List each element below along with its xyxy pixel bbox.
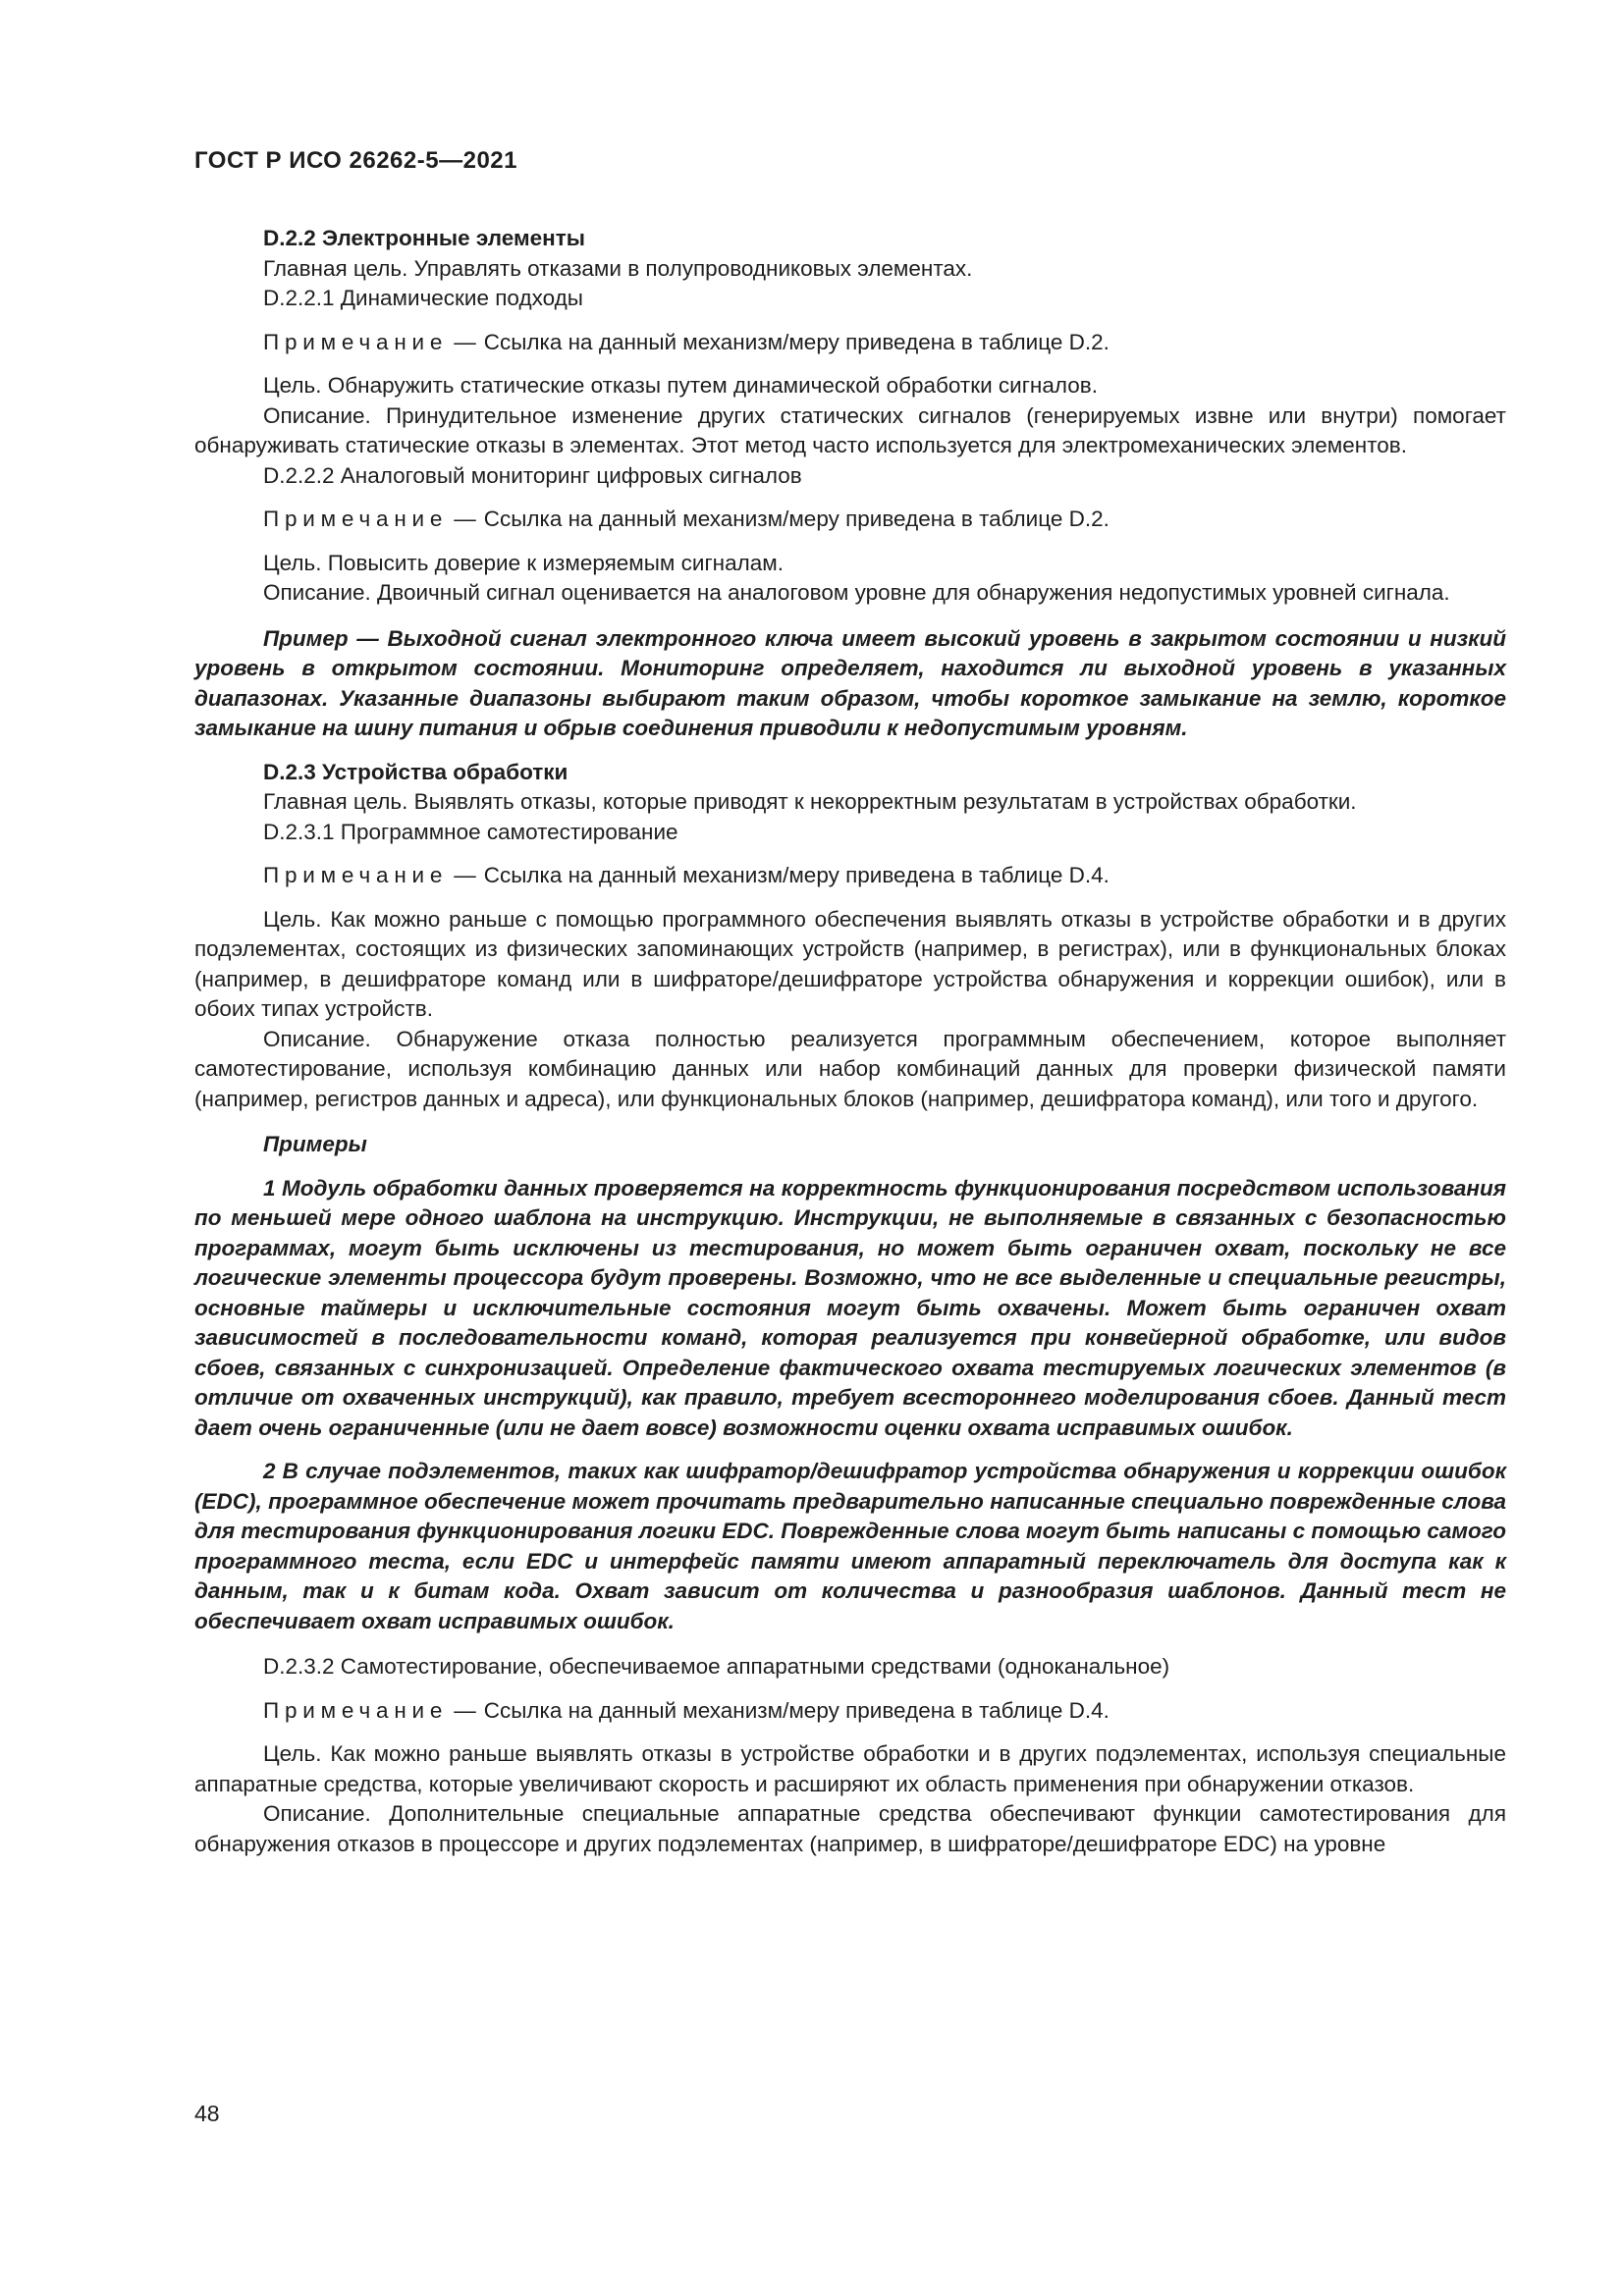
subsection-title-d2232: D.2.3.2 Самотестирование, обеспечиваемое аппаратными средствами (одноканальное) <box>263 1654 1170 1679</box>
note-d2232 <box>194 1696 1506 1727</box>
note-text: Ссылка на данный механизм/меру приведена в таблице D.2. <box>483 329 1110 354</box>
example-2-d2231: 2 В случае подэлементов, таких как шифратор/дешифратор устройства обнаружения и коррекции ошибок (EDC), программное обеспечение может прочитать предварительно написанные специально поврежденные слова для тестирования функционирования логики EDC. Поврежденные слова могут быть написаны с помощью самого программного теста, если EDC и интерфейс памяти имеют аппаратный переключатель для доступа как к данным, так и к битам кода. Охват зависит от количества и разнообразия шаблонов. Данный тест не обеспечивает охват исправимых ошибок. <box>194 1459 1506 1633</box>
section-heading-d23: D.2.3 Устройства обработки <box>263 759 568 784</box>
examples-title-d2231: Примеры <box>263 1132 367 1156</box>
example-1-d2231: 1 Модуль обработки данных проверяется на корректность функционирования посредством использования по меньшей мере одного шаблона на инструкцию. Инструкции, не выполняемые в связанных с безопасностью программах, могут быть исключены из тестирования, но может быть ограничен охват, поскольку не все логические элементы процессора будут проверены. Возможно, что не все выделенные и специальные регистры, основные таймеры и исключительные состояния могут быть охвачены. Может быть ограничен охват зависимостей в последовательности команд, которая реализуется при конвейерной обработке, или видов сбоев, связанных с синхронизацией. Определение фактического охвата тестируемых логических элементов (в отличие от охваченных инструкций), как правило, требует всестороннего моделирования сбоев. Данный тест дает очень ограниченные (или не дает вовсе) возможности оценки охвата исправимых ошибок. <box>194 1175 1506 1440</box>
note-d2222 <box>194 505 1506 535</box>
description-d2222: Описание. Двоичный сигнал оценивается на аналоговом уровне для обнаружения недопустимых уровней сигнала. <box>263 580 1450 605</box>
note-text: Ссылка на данный механизм/меру приведена в таблице D.2. <box>483 507 1110 531</box>
note-d2221 <box>194 328 1506 358</box>
note-text: Ссылка на данный механизм/меру приведена в таблице D.4. <box>483 1697 1110 1723</box>
subsection-title-d2221: D.2.2.1 Динамические подходы <box>263 286 583 310</box>
subsection-title-d2222: D.2.2.2 Аналоговый мониторинг цифровых сигналов <box>263 462 802 488</box>
example-d2222: Пример — Выходной сигнал электронного ключа имеет высокий уровень в закрытом состоянии и низкий уровень в открытом состоянии. Мониторинг определяет, находится ли выходной уровень в указанных диапазонах. Указанные диапазоны выбирают таким образом, чтобы короткое замыкание на землю, короткое замыкание на шину питания и обрыв соединения приводили к недопустимым уровням. <box>194 625 1506 740</box>
note-text: Ссылка на данный механизм/меру приведена в таблице D.4. <box>483 863 1110 887</box>
description-d2221: Описание. Принудительное изменение других статических сигналов (генерируемых извне или внутри) помогает обнаруживать статические отказы в элементах. Этот метод часто используется для электромеханических элементов. <box>194 402 1506 457</box>
section-goal-d22: Главная цель. Управлять отказами в полупроводниковых элементах. <box>263 255 973 281</box>
note-dash: — <box>454 1697 476 1723</box>
description-d2232: Описание. Дополнительные специальные аппаратные средства обеспечивают функции самотестирования для обнаружения отказов в процессоре и других подэлементах (например, в шифраторе/дешифраторе EDC) на уровне <box>194 1801 1506 1856</box>
note-dash: — <box>454 863 476 887</box>
subsection-title-d2231: D.2.3.1 Программное самотестирование <box>263 819 678 844</box>
aim-d2222: Цель. Повысить доверие к измеряемым сигналам. <box>263 550 784 575</box>
page-number: 48 <box>194 2101 220 2126</box>
aim-d2231: Цель. Как можно раньше с помощью программного обеспечения выявлять отказы в устройстве обработки и в других подэлементах, состоящих из физических запоминающих устройств (например, в регистрах), или в функциональных блоках (например, в дешифраторе команд или в шифраторе/дешифраторе устройства обнаружения и коррекции ошибок), или в обоих типах устройств. <box>194 906 1506 1021</box>
note-label: Примечание <box>263 863 449 887</box>
note-label: Примечание <box>263 507 449 531</box>
note-d2231 <box>194 861 1506 891</box>
section-heading-d22: D.2.2 Электронные элементы <box>263 226 585 250</box>
note-dash: — <box>454 507 476 531</box>
note-label: Примечание <box>263 329 449 354</box>
description-d2231: Описание. Обнаружение отказа полностью реализуется программным обеспечением, которое выполняет самотестирование, используя комбинацию данных или набор комбинаций данных для проверки физической памяти (например, регистров данных и адреса), или функциональных блоков (например, дешифратора команд), или того и другого. <box>194 1026 1506 1111</box>
section-goal-d23: Главная цель. Выявлять отказы, которые приводят к некорректным результатам в устройствах обработки. <box>263 789 1357 814</box>
note-label: Примечание <box>263 1697 449 1723</box>
aim-d2221: Цель. Обнаружить статические отказы путем динамической обработки сигналов. <box>263 373 1098 398</box>
document-body <box>194 224 1506 1859</box>
aim-d2232: Цель. Как можно раньше выявлять отказы в устройстве обработки и в других подэлементах, используя специальные аппаратные средства, которые увеличивают скорость и расширяют их область применения при обнаружении отказов. <box>194 1741 1506 1796</box>
document-standard-id: ГОСТ Р ИСО 26262-5—2021 <box>194 147 517 174</box>
note-dash: — <box>454 329 476 354</box>
